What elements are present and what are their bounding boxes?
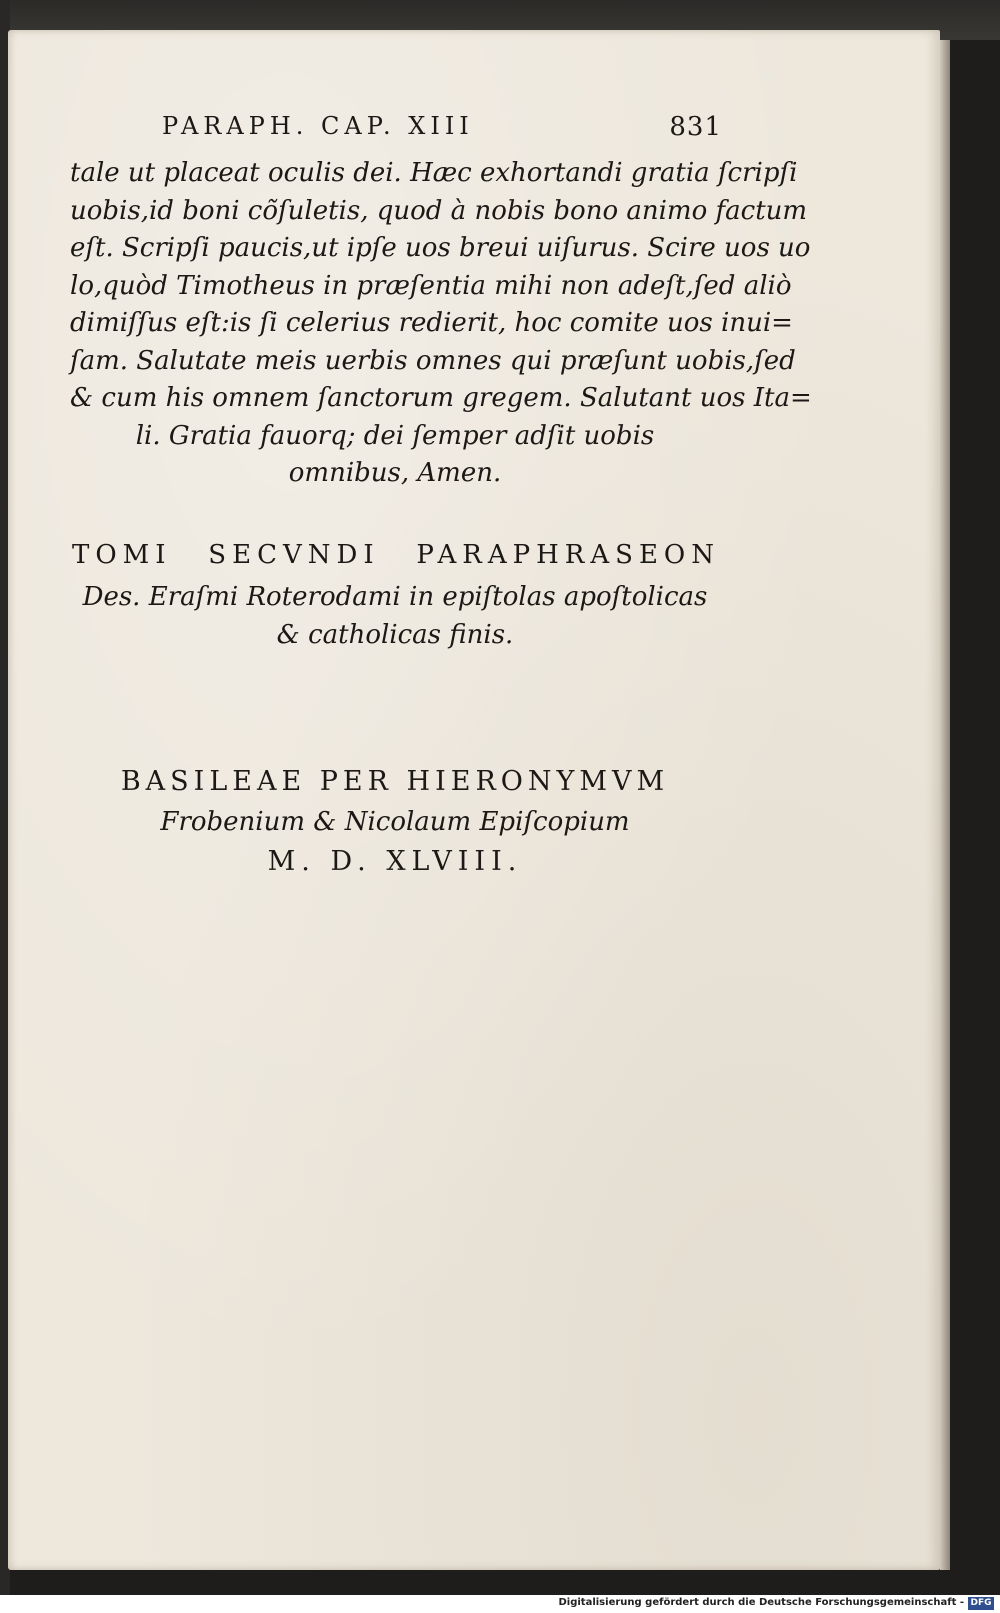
colophon-line: & catholicas finis. bbox=[276, 620, 514, 650]
body-line: eſt. Scripſi paucis,ut ipſe uos breui uiſurus. Scire uos uo bbox=[70, 233, 811, 263]
body-line: lo,quòd Timotheus in præſentia mihi non adeſt,ſed aliò bbox=[70, 270, 792, 301]
body-line: dimiſſus eſt:is ſi celerius redierit, hoc comite uos inui= bbox=[70, 308, 793, 338]
colophon-heading: TOMI SECVNDI PARAPHRASEON bbox=[72, 540, 720, 570]
body-line: & cum his omnem ſanctorum gregem. Salutant uos Ita= bbox=[70, 383, 812, 413]
running-head bbox=[162, 112, 722, 148]
body-line: omnibus, Amen. bbox=[288, 458, 502, 488]
dfg-logo-icon: DFG bbox=[968, 1597, 994, 1610]
page-edge-right bbox=[940, 40, 950, 1570]
colophon-line: Des. Eraſmi Roterodami in epiſtolas apoſtolicas bbox=[82, 582, 708, 612]
body-line: tale ut placeat oculis dei. Hæc exhortandi gratia ſcripſi bbox=[70, 158, 798, 188]
imprint bbox=[70, 762, 720, 882]
page-number: 831 bbox=[669, 112, 722, 142]
colophon-subtitle bbox=[70, 578, 720, 654]
body-line: ſam. Salutate meis uerbis omnes qui præſunt uobis,ſed bbox=[70, 345, 796, 376]
imprint-year: M. D. XLVIII. bbox=[267, 846, 523, 877]
running-head-title: PARAPH. CAP. XIII bbox=[162, 112, 474, 140]
imprint-printers: Frobenium & Nicolaum Epiſcopium bbox=[160, 807, 630, 837]
body-text bbox=[70, 155, 812, 493]
body-line: uobis,id boni cõſuletis, quod à nobis bono animo factum bbox=[70, 195, 808, 226]
imprint-city: BASILEAE PER HIERONYMVM bbox=[120, 766, 670, 797]
footer-credit: Digitalisierung gefördert durch die Deutsche Forschungsgemeinschaft - bbox=[558, 1597, 964, 1608]
body-line: li. Gratia fauorq; dei ſemper adſit uobis bbox=[135, 420, 655, 451]
